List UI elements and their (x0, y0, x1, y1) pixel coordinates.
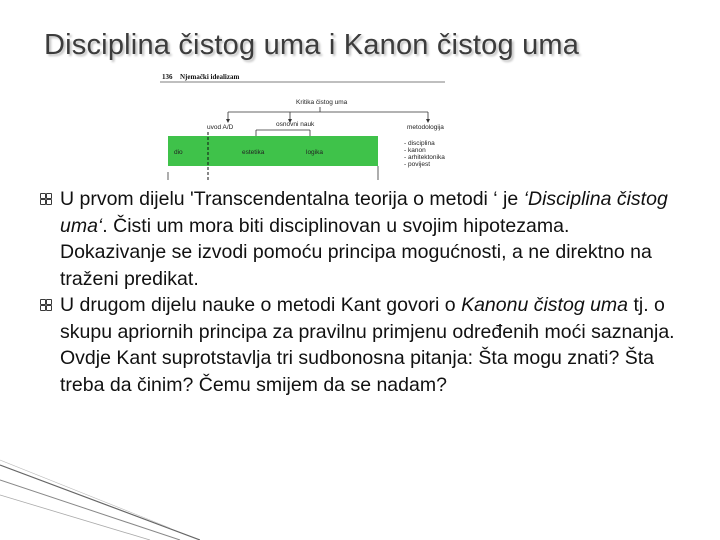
figure-method-item-1: - disciplina (404, 140, 435, 147)
bullet-1-text-a: U prvom dijelu 'Transcendentalna teorija o metodi ‘ je (60, 188, 524, 210)
bullet-icon (40, 299, 51, 310)
figure-page-header: Njemački idealizam (180, 73, 240, 81)
figure-method-item-3: - arhitektonika (404, 154, 445, 161)
figure-band-label-1: dio (174, 149, 183, 156)
figure-band-label-3: logika (306, 149, 323, 156)
bullet-2-text-a: U drugom dijelu nauke o metodi Kant govori o (60, 294, 462, 316)
diagram-figure (160, 70, 445, 180)
figure-band-label-2: estetika (242, 149, 265, 156)
slide-title: Disciplina čistog uma i Kanon čistog uma (44, 29, 580, 61)
bullet-2-italic: Kanonu čistog uma (461, 294, 629, 316)
bullet-item-2 (40, 292, 680, 398)
bullet-item-1 (40, 186, 680, 292)
bullet-icon (40, 193, 51, 204)
figure-green-band (168, 136, 378, 166)
bullet-1-text-b: . Čisti um mora biti disciplinovan u svojim hipotezama. Dokazivanje se izvodi pomoću principa mogućnosti, a ne direktno na traženi predikat. (60, 214, 652, 290)
bullet-2-text-b: tj. o skupu apriornih principa za pravilnu primjenu određenih moći saznanja. Ovdje Kant suprotstavlja tri sudbonosna pitanja: Šta mogu znati? Šta treba da činim? Čemu smijem da se nadam? (60, 294, 675, 396)
decorative-lines (0, 440, 200, 540)
figure-left-node: uvod A/D (207, 124, 234, 131)
figure-page-number: 136 (162, 73, 173, 81)
bullet-1-italic: ‘Disciplina čistog uma‘ (60, 188, 668, 237)
figure-right-node: metodologija (407, 124, 444, 131)
slide-body (40, 186, 680, 398)
figure-method-item-2: - kanon (404, 147, 426, 154)
figure-middle-node: osnovni nauk (276, 121, 315, 128)
figure-top-node: Kritika čistog uma (296, 99, 348, 106)
figure-method-item-4: - povijest (404, 161, 431, 168)
